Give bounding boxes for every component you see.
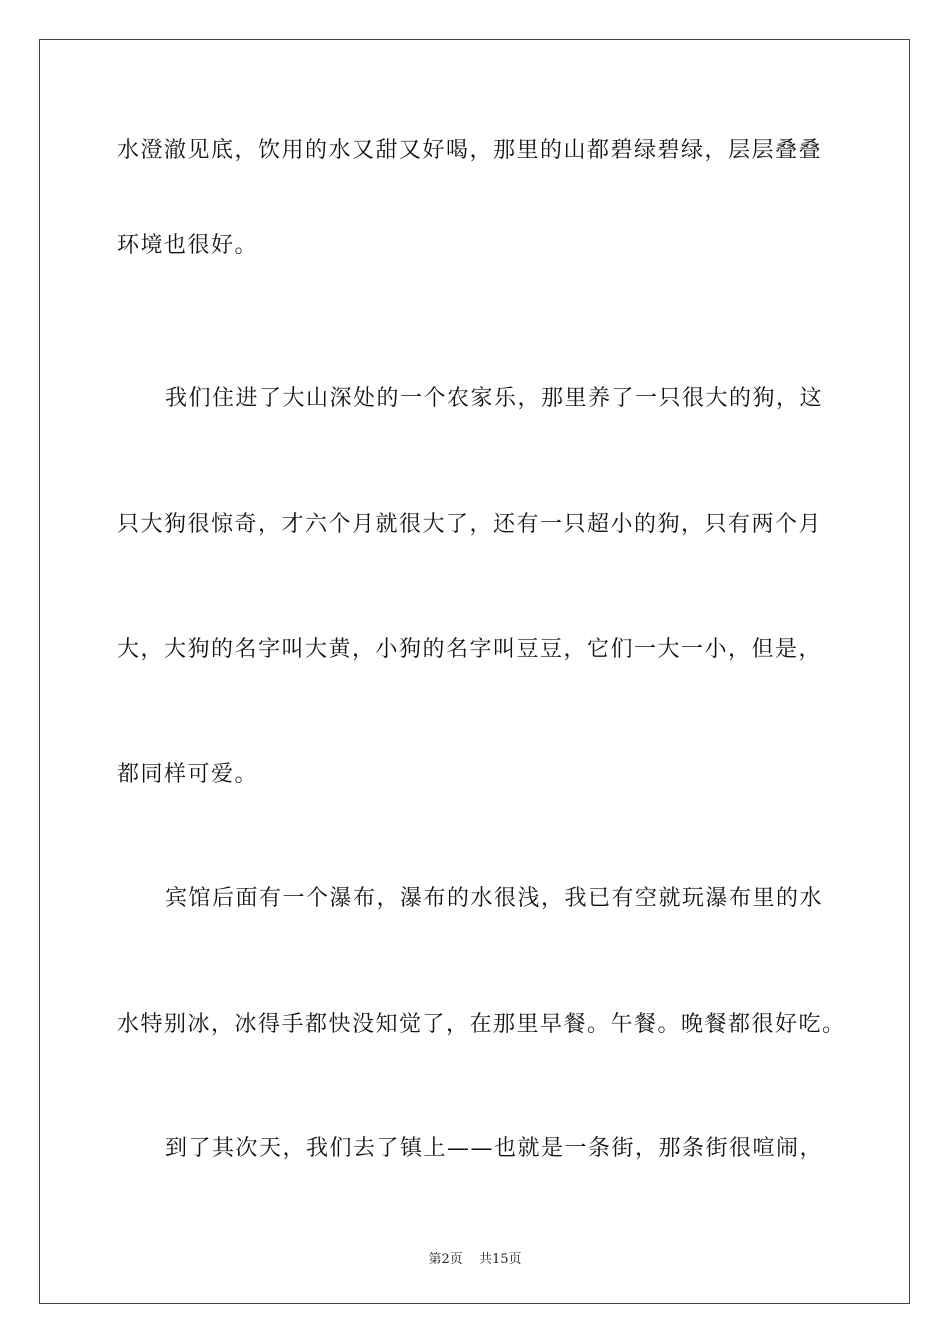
paragraph-line-5: 大，大狗的名字叫大黄，小狗的名字叫豆豆，它们一大一小，但是， bbox=[117, 637, 823, 662]
paragraph-line-2: 环境也很好。 bbox=[117, 233, 259, 258]
page-number: 第2页 bbox=[428, 1252, 463, 1267]
paragraph-line-1: 水澄澈见底，饮用的水又甜又好喝，那里的山都碧绿碧绿，层层叠叠 bbox=[117, 138, 823, 163]
page-footer bbox=[0, 1248, 950, 1267]
paragraph-line-7: 宾馆后面有一个瀑布，瀑布的水很浅，我已有空就玩瀑布里的水 bbox=[165, 886, 824, 911]
page-frame bbox=[39, 39, 910, 1304]
paragraph-line-8: 水特别冰，冰得手都快没知觉了，在那里早餐。午餐。晚餐都很好吃。 bbox=[117, 1012, 846, 1037]
paragraph-line-9: 到了其次天，我们去了镇上——也就是一条街，那条街很喧闹， bbox=[165, 1136, 824, 1161]
paragraph-line-3: 我们住进了大山深处的一个农家乐，那里养了一只很大的狗，这 bbox=[165, 386, 824, 411]
page-total: 共15页 bbox=[478, 1252, 522, 1267]
paragraph-line-6: 都同样可爱。 bbox=[117, 762, 259, 787]
paragraph-line-4: 只大狗很惊奇，才六个月就很大了，还有一只超小的狗，只有两个月 bbox=[117, 512, 823, 537]
